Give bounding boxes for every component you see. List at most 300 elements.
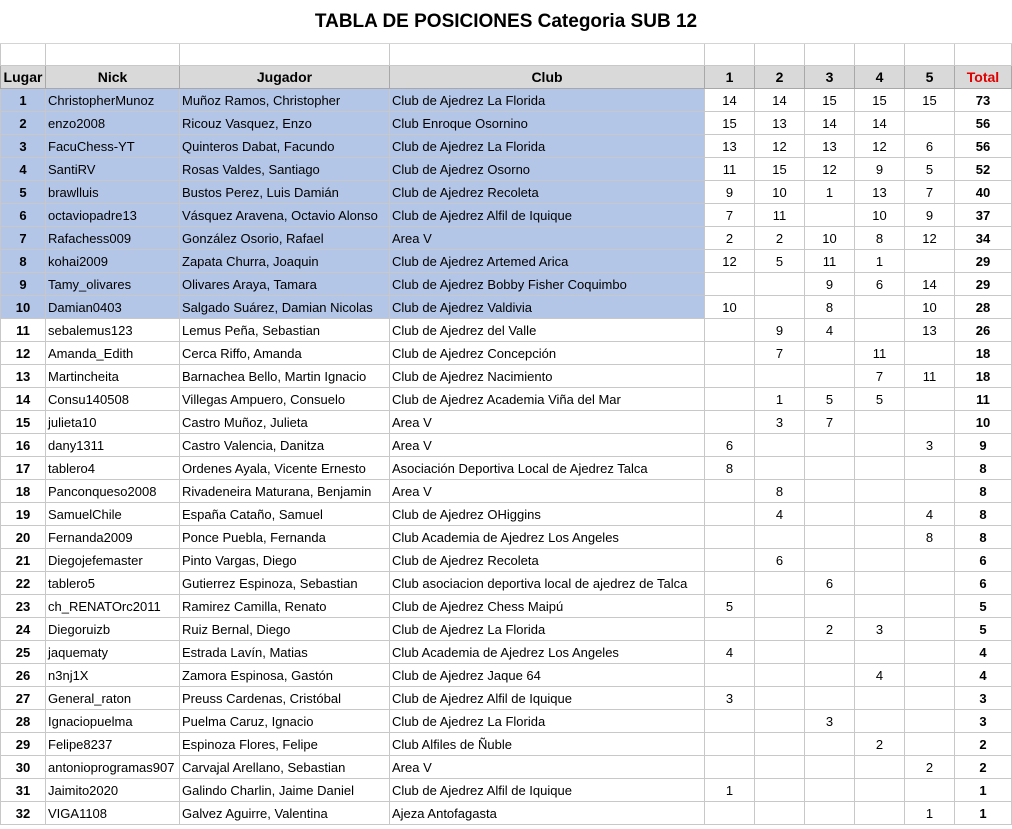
club-cell: Club de Ajedrez Osorno (390, 158, 705, 181)
round-1-cell: 11 (705, 158, 755, 181)
total-cell: 8 (955, 457, 1012, 480)
table-row (1, 135, 1012, 158)
nick-cell: SantiRV (46, 158, 180, 181)
round-5-cell: 10 (905, 296, 955, 319)
club-cell: Club Enroque Osornino (390, 112, 705, 135)
nick-cell: sebalemus123 (46, 319, 180, 342)
nick-cell: Damian0403 (46, 296, 180, 319)
jugador-cell: Vásquez Aravena, Octavio Alonso (180, 204, 390, 227)
nick-cell: julieta10 (46, 411, 180, 434)
round-2-cell (755, 802, 805, 825)
round-5-cell (905, 687, 955, 710)
lugar-cell: 11 (1, 319, 46, 342)
jugador-cell: Castro Valencia, Danitza (180, 434, 390, 457)
table-row (1, 319, 1012, 342)
total-cell: 9 (955, 434, 1012, 457)
club-cell: Club de Ajedrez Chess Maipú (390, 595, 705, 618)
club-cell: Area V (390, 480, 705, 503)
lugar-cell: 3 (1, 135, 46, 158)
club-cell: Club de Ajedrez OHiggins (390, 503, 705, 526)
jugador-cell: Zapata Churra, Joaquin (180, 250, 390, 273)
jugador-cell: España Cataño, Samuel (180, 503, 390, 526)
nick-cell: VIGA1108 (46, 802, 180, 825)
round-3-cell: 6 (805, 572, 855, 595)
jugador-cell: Gutierrez Espinoza, Sebastian (180, 572, 390, 595)
round-1-cell (705, 388, 755, 411)
jugador-cell: Ponce Puebla, Fernanda (180, 526, 390, 549)
total-cell: 29 (955, 250, 1012, 273)
header-row (1, 66, 1012, 89)
round-4-cell (855, 526, 905, 549)
round-2-cell (755, 365, 805, 388)
nick-cell: tablero5 (46, 572, 180, 595)
round-5-cell: 9 (905, 204, 955, 227)
total-cell: 37 (955, 204, 1012, 227)
club-cell: Club de Ajedrez La Florida (390, 710, 705, 733)
table-row (1, 112, 1012, 135)
lugar-cell: 15 (1, 411, 46, 434)
round-4-cell: 2 (855, 733, 905, 756)
round-4-cell (855, 319, 905, 342)
table-row (1, 618, 1012, 641)
round-2-cell (755, 641, 805, 664)
round-4-cell (855, 549, 905, 572)
round-5-cell (905, 641, 955, 664)
round-5-cell (905, 733, 955, 756)
nick-cell: enzo2008 (46, 112, 180, 135)
round-4-cell: 6 (855, 273, 905, 296)
round-3-cell (805, 457, 855, 480)
club-cell: Club de Ajedrez La Florida (390, 135, 705, 158)
round-3-cell (805, 503, 855, 526)
total-cell: 56 (955, 112, 1012, 135)
lugar-cell: 26 (1, 664, 46, 687)
round-3-cell (805, 342, 855, 365)
round-2-cell: 2 (755, 227, 805, 250)
round-1-cell (705, 802, 755, 825)
table-row (1, 250, 1012, 273)
jugador-cell: Quinteros Dabat, Facundo (180, 135, 390, 158)
round-1-cell (705, 572, 755, 595)
round-5-cell (905, 411, 955, 434)
round-1-cell (705, 710, 755, 733)
round-5-cell: 4 (905, 503, 955, 526)
table-row (1, 710, 1012, 733)
round-5-cell (905, 595, 955, 618)
table-row (1, 733, 1012, 756)
round-4-cell (855, 802, 905, 825)
round-2-cell (755, 457, 805, 480)
club-cell: Club Academia de Ajedrez Los Angeles (390, 641, 705, 664)
total-cell: 18 (955, 365, 1012, 388)
round-4-cell (855, 411, 905, 434)
jugador-cell: Muñoz Ramos, Christopher (180, 89, 390, 112)
round-5-cell: 2 (905, 756, 955, 779)
round-1-cell: 13 (705, 135, 755, 158)
round-2-cell (755, 756, 805, 779)
round-3-cell: 9 (805, 273, 855, 296)
table-row (1, 411, 1012, 434)
lugar-cell: 28 (1, 710, 46, 733)
round-4-cell: 13 (855, 181, 905, 204)
header-round-2: 2 (755, 66, 805, 89)
round-3-cell (805, 664, 855, 687)
lugar-cell: 22 (1, 572, 46, 595)
total-cell: 26 (955, 319, 1012, 342)
round-3-cell (805, 733, 855, 756)
club-cell: Area V (390, 756, 705, 779)
jugador-cell: Cerca Riffo, Amanda (180, 342, 390, 365)
jugador-cell: Preuss Cardenas, Cristóbal (180, 687, 390, 710)
round-4-cell (855, 480, 905, 503)
round-1-cell: 6 (705, 434, 755, 457)
lugar-cell: 6 (1, 204, 46, 227)
jugador-cell: Ramirez Camilla, Renato (180, 595, 390, 618)
table-row (1, 687, 1012, 710)
round-4-cell: 11 (855, 342, 905, 365)
table-row (1, 227, 1012, 250)
nick-cell: ch_RENATOrc2011 (46, 595, 180, 618)
lugar-cell: 24 (1, 618, 46, 641)
nick-cell: Amanda_Edith (46, 342, 180, 365)
jugador-cell: Zamora Espinosa, Gastón (180, 664, 390, 687)
round-2-cell: 11 (755, 204, 805, 227)
nick-cell: Felipe8237 (46, 733, 180, 756)
round-3-cell (805, 779, 855, 802)
round-5-cell: 3 (905, 434, 955, 457)
total-cell: 8 (955, 526, 1012, 549)
round-1-cell (705, 503, 755, 526)
nick-cell: General_raton (46, 687, 180, 710)
round-1-cell (705, 365, 755, 388)
nick-cell: jaquematy (46, 641, 180, 664)
round-3-cell: 15 (805, 89, 855, 112)
lugar-cell: 13 (1, 365, 46, 388)
total-cell: 56 (955, 135, 1012, 158)
round-5-cell: 11 (905, 365, 955, 388)
lugar-cell: 12 (1, 342, 46, 365)
round-5-cell (905, 342, 955, 365)
lugar-cell: 9 (1, 273, 46, 296)
round-1-cell: 9 (705, 181, 755, 204)
table-row (1, 158, 1012, 181)
club-cell: Club de Ajedrez Alfil de Iquique (390, 687, 705, 710)
blank-row (1, 44, 1012, 66)
round-2-cell: 3 (755, 411, 805, 434)
round-2-cell: 5 (755, 250, 805, 273)
club-cell: Club de Ajedrez Concepción (390, 342, 705, 365)
round-2-cell: 14 (755, 89, 805, 112)
nick-cell: SamuelChile (46, 503, 180, 526)
round-3-cell: 1 (805, 181, 855, 204)
nick-cell: Rafachess009 (46, 227, 180, 250)
total-cell: 1 (955, 779, 1012, 802)
round-3-cell (805, 204, 855, 227)
total-cell: 3 (955, 687, 1012, 710)
round-5-cell: 13 (905, 319, 955, 342)
round-2-cell: 15 (755, 158, 805, 181)
lugar-cell: 2 (1, 112, 46, 135)
round-3-cell: 7 (805, 411, 855, 434)
round-3-cell: 2 (805, 618, 855, 641)
table-row (1, 802, 1012, 825)
total-cell: 52 (955, 158, 1012, 181)
round-2-cell: 4 (755, 503, 805, 526)
nick-cell: FacuChess-YT (46, 135, 180, 158)
lugar-cell: 25 (1, 641, 46, 664)
round-4-cell: 5 (855, 388, 905, 411)
lugar-cell: 32 (1, 802, 46, 825)
round-3-cell: 14 (805, 112, 855, 135)
jugador-cell: Ricouz Vasquez, Enzo (180, 112, 390, 135)
lugar-cell: 21 (1, 549, 46, 572)
total-cell: 11 (955, 388, 1012, 411)
round-4-cell: 15 (855, 89, 905, 112)
club-cell: Club de Ajedrez Jaque 64 (390, 664, 705, 687)
page-title: TABLA DE POSICIONES Categoria SUB 12 (1, 0, 1012, 44)
round-1-cell: 3 (705, 687, 755, 710)
total-cell: 29 (955, 273, 1012, 296)
jugador-cell: Ruiz Bernal, Diego (180, 618, 390, 641)
jugador-cell: Pinto Vargas, Diego (180, 549, 390, 572)
round-2-cell: 12 (755, 135, 805, 158)
lugar-cell: 10 (1, 296, 46, 319)
round-2-cell (755, 779, 805, 802)
round-2-cell: 9 (755, 319, 805, 342)
lugar-cell: 31 (1, 779, 46, 802)
jugador-cell: Galvez Aguirre, Valentina (180, 802, 390, 825)
jugador-cell: Lemus Peña, Sebastian (180, 319, 390, 342)
table-row (1, 595, 1012, 618)
jugador-cell: Galindo Charlin, Jaime Daniel (180, 779, 390, 802)
round-3-cell: 8 (805, 296, 855, 319)
header-lugar: Lugar (1, 66, 46, 89)
round-4-cell: 8 (855, 227, 905, 250)
round-3-cell (805, 595, 855, 618)
round-5-cell: 5 (905, 158, 955, 181)
round-4-cell: 9 (855, 158, 905, 181)
round-2-cell: 7 (755, 342, 805, 365)
lugar-cell: 27 (1, 687, 46, 710)
club-cell: Club de Ajedrez del Valle (390, 319, 705, 342)
nick-cell: Fernanda2009 (46, 526, 180, 549)
total-cell: 4 (955, 641, 1012, 664)
round-5-cell (905, 480, 955, 503)
round-1-cell (705, 480, 755, 503)
lugar-cell: 1 (1, 89, 46, 112)
lugar-cell: 8 (1, 250, 46, 273)
jugador-cell: Barnachea Bello, Martin Ignacio (180, 365, 390, 388)
round-1-cell: 15 (705, 112, 755, 135)
round-1-cell (705, 756, 755, 779)
jugador-cell: Villegas Ampuero, Consuelo (180, 388, 390, 411)
total-cell: 2 (955, 756, 1012, 779)
round-2-cell: 13 (755, 112, 805, 135)
round-4-cell (855, 779, 905, 802)
round-1-cell (705, 411, 755, 434)
round-2-cell (755, 526, 805, 549)
lugar-cell: 19 (1, 503, 46, 526)
table-row (1, 664, 1012, 687)
round-2-cell (755, 434, 805, 457)
round-1-cell (705, 319, 755, 342)
round-5-cell (905, 618, 955, 641)
round-5-cell (905, 250, 955, 273)
lugar-cell: 20 (1, 526, 46, 549)
total-cell: 4 (955, 664, 1012, 687)
round-1-cell (705, 618, 755, 641)
title-row (1, 0, 1012, 44)
round-1-cell: 5 (705, 595, 755, 618)
jugador-cell: Rosas Valdes, Santiago (180, 158, 390, 181)
nick-cell: Tamy_olivares (46, 273, 180, 296)
total-cell: 73 (955, 89, 1012, 112)
round-4-cell: 4 (855, 664, 905, 687)
jugador-cell: Olivares Araya, Tamara (180, 273, 390, 296)
round-5-cell: 15 (905, 89, 955, 112)
round-3-cell (805, 526, 855, 549)
round-2-cell (755, 572, 805, 595)
round-4-cell (855, 687, 905, 710)
round-2-cell: 1 (755, 388, 805, 411)
table-row (1, 503, 1012, 526)
nick-cell: Consu140508 (46, 388, 180, 411)
lugar-cell: 30 (1, 756, 46, 779)
round-4-cell: 1 (855, 250, 905, 273)
club-cell: Club Academia de Ajedrez Los Angeles (390, 526, 705, 549)
table-row (1, 641, 1012, 664)
round-1-cell (705, 664, 755, 687)
nick-cell: Jaimito2020 (46, 779, 180, 802)
header-nick: Nick (46, 66, 180, 89)
lugar-cell: 16 (1, 434, 46, 457)
header-club: Club (390, 66, 705, 89)
lugar-cell: 17 (1, 457, 46, 480)
round-5-cell: 8 (905, 526, 955, 549)
club-cell: Club de Ajedrez Alfil de Iquique (390, 204, 705, 227)
round-1-cell: 1 (705, 779, 755, 802)
round-4-cell (855, 434, 905, 457)
total-cell: 10 (955, 411, 1012, 434)
round-5-cell: 14 (905, 273, 955, 296)
club-cell: Club de Ajedrez Alfil de Iquique (390, 779, 705, 802)
lugar-cell: 4 (1, 158, 46, 181)
nick-cell: Diegojefemaster (46, 549, 180, 572)
club-cell: Club de Ajedrez Bobby Fisher Coquimbo (390, 273, 705, 296)
jugador-cell: Rivadeneira Maturana, Benjamin (180, 480, 390, 503)
round-2-cell (755, 296, 805, 319)
round-3-cell: 10 (805, 227, 855, 250)
club-cell: Club de Ajedrez Recoleta (390, 181, 705, 204)
jugador-cell: Espinoza Flores, Felipe (180, 733, 390, 756)
nick-cell: brawlluis (46, 181, 180, 204)
round-5-cell (905, 572, 955, 595)
jugador-cell: Ordenes Ayala, Vicente Ernesto (180, 457, 390, 480)
header-round-4: 4 (855, 66, 905, 89)
lugar-cell: 29 (1, 733, 46, 756)
round-5-cell (905, 779, 955, 802)
table-row (1, 526, 1012, 549)
round-3-cell (805, 480, 855, 503)
round-1-cell: 10 (705, 296, 755, 319)
total-cell: 8 (955, 503, 1012, 526)
round-2-cell: 10 (755, 181, 805, 204)
round-5-cell: 6 (905, 135, 955, 158)
jugador-cell: Castro Muñoz, Julieta (180, 411, 390, 434)
table-row (1, 434, 1012, 457)
round-3-cell (805, 687, 855, 710)
round-4-cell (855, 503, 905, 526)
nick-cell: octaviopadre13 (46, 204, 180, 227)
table-row (1, 89, 1012, 112)
round-3-cell (805, 756, 855, 779)
table-row (1, 273, 1012, 296)
round-1-cell (705, 342, 755, 365)
club-cell: Club de Ajedrez Academia Viña del Mar (390, 388, 705, 411)
lugar-cell: 7 (1, 227, 46, 250)
round-3-cell: 12 (805, 158, 855, 181)
club-cell: Area V (390, 434, 705, 457)
table-row (1, 779, 1012, 802)
round-2-cell (755, 710, 805, 733)
club-cell: Club Alfiles de Ñuble (390, 733, 705, 756)
club-cell: Asociación Deportiva Local de Ajedrez Talca (390, 457, 705, 480)
total-cell: 6 (955, 549, 1012, 572)
round-5-cell (905, 710, 955, 733)
nick-cell: tablero4 (46, 457, 180, 480)
round-4-cell (855, 641, 905, 664)
round-1-cell: 2 (705, 227, 755, 250)
round-4-cell (855, 457, 905, 480)
round-3-cell (805, 434, 855, 457)
round-2-cell: 6 (755, 549, 805, 572)
total-cell: 6 (955, 572, 1012, 595)
round-5-cell (905, 664, 955, 687)
round-1-cell: 7 (705, 204, 755, 227)
nick-cell: kohai2009 (46, 250, 180, 273)
total-cell: 2 (955, 733, 1012, 756)
table-row (1, 365, 1012, 388)
jugador-cell: González Osorio, Rafael (180, 227, 390, 250)
jugador-cell: Carvajal Arellano, Sebastian (180, 756, 390, 779)
lugar-cell: 5 (1, 181, 46, 204)
round-5-cell: 12 (905, 227, 955, 250)
total-cell: 8 (955, 480, 1012, 503)
table-row (1, 756, 1012, 779)
table-row (1, 204, 1012, 227)
round-5-cell (905, 112, 955, 135)
round-2-cell (755, 664, 805, 687)
header-total: Total (955, 66, 1012, 89)
round-2-cell (755, 273, 805, 296)
club-cell: Club de Ajedrez La Florida (390, 618, 705, 641)
round-1-cell (705, 273, 755, 296)
club-cell: Ajeza Antofagasta (390, 802, 705, 825)
club-cell: Area V (390, 411, 705, 434)
club-cell: Club de Ajedrez La Florida (390, 89, 705, 112)
lugar-cell: 23 (1, 595, 46, 618)
round-4-cell (855, 756, 905, 779)
round-4-cell (855, 595, 905, 618)
total-cell: 3 (955, 710, 1012, 733)
round-1-cell: 8 (705, 457, 755, 480)
round-3-cell (805, 802, 855, 825)
jugador-cell: Bustos Perez, Luis Damián (180, 181, 390, 204)
total-cell: 28 (955, 296, 1012, 319)
table-row (1, 342, 1012, 365)
header-round-5: 5 (905, 66, 955, 89)
round-1-cell (705, 733, 755, 756)
